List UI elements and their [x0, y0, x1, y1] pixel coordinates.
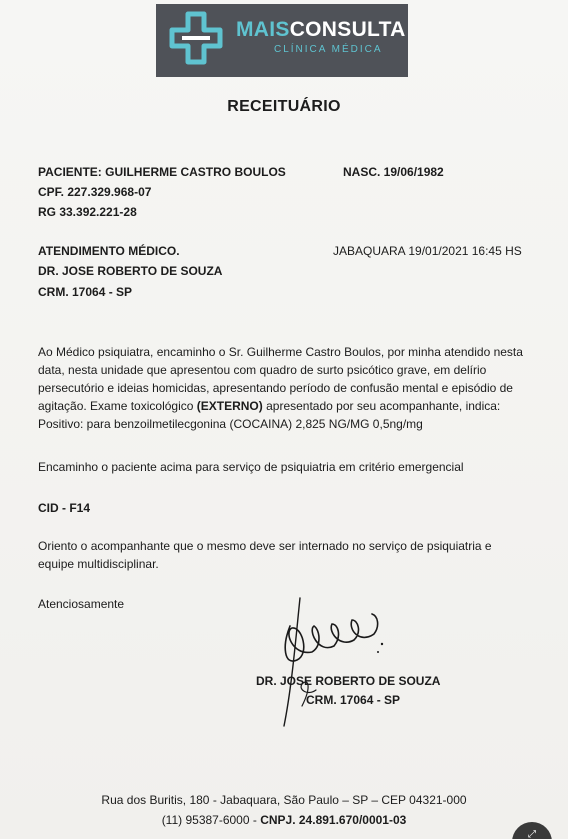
patient-rg: RG 33.392.221-28	[38, 205, 137, 219]
clinic-logo-name	[236, 19, 406, 41]
attendance-location-date: JABAQUARA 19/01/2021 16:45 HS	[333, 244, 522, 258]
clinic-logo-suffix: CONSULTA	[289, 18, 406, 41]
patient-birth-date: NASC. 19/06/1982	[343, 165, 444, 179]
attendance-heading: ATENDIMENTO MÉDICO.	[38, 244, 180, 258]
referral-paragraph	[38, 343, 538, 433]
attending-doctor-crm: CRM. 17064 - SP	[38, 285, 133, 299]
toxicology-result: Positivo: para benzoilmetilecgonina (COCAINA) 2,825 NG/MG 0,5ng/mg	[38, 417, 423, 431]
emergency-referral: Encaminho o paciente acima para serviço de psiquiatria em critério emergencial	[38, 460, 464, 474]
clinic-logo	[156, 4, 408, 77]
footer-cnpj: CNPJ. 24.891.670/0001-03	[260, 813, 407, 827]
signature-doctor-crm: CRM. 17064 - SP	[306, 693, 401, 707]
clinic-logo-subtitle: CLÍNICA MÉDICA	[274, 44, 383, 55]
footer-address: Rua dos Buritis, 180 - Jabaquara, São Paulo – SP – CEP 04321-000	[101, 793, 467, 807]
hospitalization-instruction: Oriento o acompanhante que o mesmo deve ser internado no serviço de psiquiatria e equipe multidisciplinar.	[38, 539, 492, 571]
expand-icon[interactable]: ⤢	[512, 822, 552, 839]
attending-doctor: DR. JOSE ROBERTO DE SOUZA	[38, 264, 223, 278]
patient-name: PACIENTE: GUILHERME CASTRO BOULOS	[38, 165, 286, 179]
referral-text-end: apresentado por seu acompanhante, indica:	[262, 399, 501, 413]
patient-cpf: CPF. 227.329.968-07	[38, 185, 152, 199]
footer-contact	[0, 813, 568, 827]
footer-phone: (11) 95387-6000 -	[161, 813, 261, 827]
signature-doctor-name: DR. JOSE ROBERTO DE SOUZA	[256, 674, 441, 688]
referral-text: Ao Médico psiquiatra, encaminho o Sr. Guilherme Castro Boulos, por minha atendido nesta data, nesta unidade que apresentou com quadro de surto psicótico grave, em delírio persecutório e ideias homicidas, apresentando período de confusão mental e episódio de agitação. Exame toxicológico	[38, 345, 523, 413]
cid-code: CID - F14	[38, 501, 91, 515]
doctor-signature	[262, 586, 412, 736]
exam-external-label: (EXTERNO)	[196, 399, 263, 413]
document-title: RECEITUÁRIO	[227, 98, 341, 115]
clinic-logo-prefix: MAIS	[236, 18, 290, 41]
medical-cross-icon	[168, 10, 226, 70]
closing-salutation: Atenciosamente	[38, 597, 125, 611]
